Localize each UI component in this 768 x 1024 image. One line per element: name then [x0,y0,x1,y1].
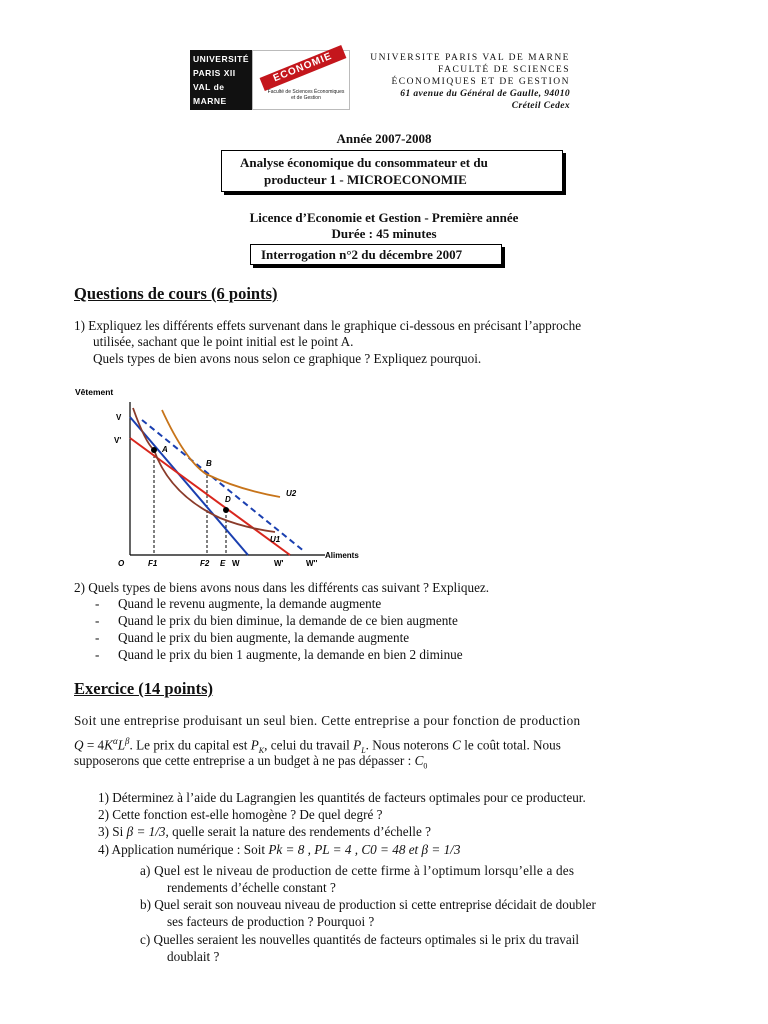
point-d [223,507,229,513]
logo-line-1: UNIVERSITÉ [193,54,250,64]
formula-k: K [104,737,113,753]
question-1-line-1: 1) Expliquez les différents effets survenant dans le graphique ci-dessous en précisant l’approche [74,318,582,333]
budget-line-compensated [142,420,305,552]
tick-v-prime: V' [114,436,122,445]
var-c: C [452,737,461,753]
question-1-line-3: Quels types de bien avons nous selon ce graphique ? Expliquez pourquoi. [93,351,482,366]
var-pl-sub: L [361,746,366,756]
y-axis-label: Vêtement [75,387,114,397]
point-a [151,447,157,453]
section-title-exercise: Exercice (14 points) [74,679,214,698]
logo-subtitle: Faculté de Sciences Économiques et de Gestion [267,89,345,101]
tick-w: W [232,559,240,568]
q3-prefix: 3) Si [98,824,127,839]
academic-year: Année 2007-2008 [336,131,432,146]
question-2-item-3: Quand le prix du bien augmente, la demande augmente [118,630,410,645]
bullet-3: - [95,630,100,645]
var-c0: C [414,753,424,768]
section-title-questions: Questions de cours (6 points) [74,284,278,303]
label-b: B [206,459,212,468]
sub-question-b-line-1: b) Quel serait son nouveau niveau de production si cette entreprise décidait de doubler [140,897,596,912]
logo-economie-banner: ECONOMIE [260,45,347,91]
bullet-1: - [95,596,100,611]
var-pk: P [250,737,259,753]
exercise-paragraph-line-1: Soit une entreprise produisant un seul bien. Cette entreprise a pour fonction de production [74,713,581,728]
exercise-question-2: 2) Cette fonction est-elle homogène ? De quel degré ? [98,807,383,822]
course-title-line-2: producteur 1 - MICROECONOMIE [264,172,467,187]
formula-q: Q [74,737,84,753]
var-c0-sub: 0 [423,761,428,771]
question-2-intro: 2) Quels types de biens avons nous dans les différents cas suivant ? Expliquez. [74,580,490,595]
bullet-2: - [95,613,100,628]
university-logo [190,50,350,110]
course-title-line-1: Analyse économique du consommateur et du [240,155,488,170]
chart-svg [70,380,370,570]
q4-prefix: 4) Application numérique : Soit [98,842,269,857]
logo-faculty-block [252,50,350,110]
bullet-4: - [95,647,100,662]
licence-title: Licence d’Economie et Gestion - Première année [249,210,519,225]
question-2-item-1: Quand le revenu augmente, la demande augmente [118,596,382,611]
indifference-curve-chart [70,380,370,570]
tick-f2: F2 [200,559,210,568]
sub-question-c-line-1: c) Quelles seraient les nouvelles quantités de facteurs optimales si le prix du travail [140,932,580,947]
tick-e: E [220,559,226,568]
text-cout-total: le coût total. Nous [460,737,561,753]
q3-suffix: , quelle serait la nature des rendements d’échelle ? [165,824,431,839]
text-noterons: . Nous noterons [365,737,453,753]
header-line-4: 61 avenue du Général de Gaulle, 94010 [400,89,570,99]
text-capital-price: . Le prix du capital est [129,737,251,753]
exercise-question-3 [98,824,431,841]
formula-beta: β [125,736,130,746]
x-axis-label: Aliments [325,551,359,560]
duration: Durée : 45 minutes [331,226,437,241]
formula-alpha: α [112,736,118,746]
exercise-question-1: 1) Déterminez à l’aide du Lagrangien les quantités de facteurs optimales pour ce producteur. [98,790,586,805]
tick-v: V [116,413,122,422]
sub-question-a-line-1: a) Quel est le niveau de production de cette firme à l’optimum lorsqu’elle a des [140,863,575,878]
label-d: D [225,495,231,504]
tick-f1: F1 [148,559,158,568]
text-budget: supposerons que cette entreprise a un budget à ne pas dépasser : [74,753,415,768]
logo-line-3: VAL de [193,82,225,92]
tick-w-prime: W' [274,559,284,568]
question-2-item-4: Quand le prix du bien 1 augmente, la demande en bien 2 diminue [118,647,463,662]
text-labor-price: , celui du travail [264,737,354,753]
question-1-line-2: utilisée, sachant que le point initial est le point A. [93,334,354,349]
header-line-1: UNIVERSITE PARIS VAL DE MARNE [370,53,570,63]
tick-o: O [118,559,125,568]
exercise-question-4 [98,842,460,859]
test-title: Interrogation n°2 du décembre 2007 [261,247,463,262]
sub-question-c-line-2: doublait ? [167,949,220,964]
question-2-item-2: Quand le prix du bien diminue, la demande de ce bien augmente [118,613,458,628]
q3-math: β = 1/3 [126,824,166,839]
label-a: A [162,445,168,454]
course-title-box [221,150,563,192]
formula-eq: = 4 [83,737,105,753]
label-u1: U1 [270,535,281,544]
q4-math: Pk = 8 , PL = 4 , C0 = 48 et β = 1/3 [268,842,461,857]
budget-line-v-w [130,417,248,555]
exercise-paragraph-line-3 [74,753,427,775]
formula-l: L [117,737,126,753]
var-pk-sub: K [258,746,265,756]
university-address [360,52,570,112]
sub-question-a-line-2: rendements d’échelle constant ? [167,880,336,895]
var-pl: P [353,737,362,753]
sub-question-b-line-2: ses facteurs de production ? Pourquoi ? [167,914,375,929]
tick-w-double-prime: W'' [306,559,318,568]
logo-line-4: MARNE [193,96,227,106]
logo-line-2: PARIS XII [193,68,236,78]
header-line-2: FACULTÉ DE SCIENCES [438,65,570,75]
header-line-5: Créteil Cedex [511,101,570,111]
test-title-box [250,244,502,265]
label-u2: U2 [286,489,297,498]
logo-university-block [190,50,252,110]
header-line-3: ÉCONOMIQUES ET DE GESTION [391,77,570,87]
